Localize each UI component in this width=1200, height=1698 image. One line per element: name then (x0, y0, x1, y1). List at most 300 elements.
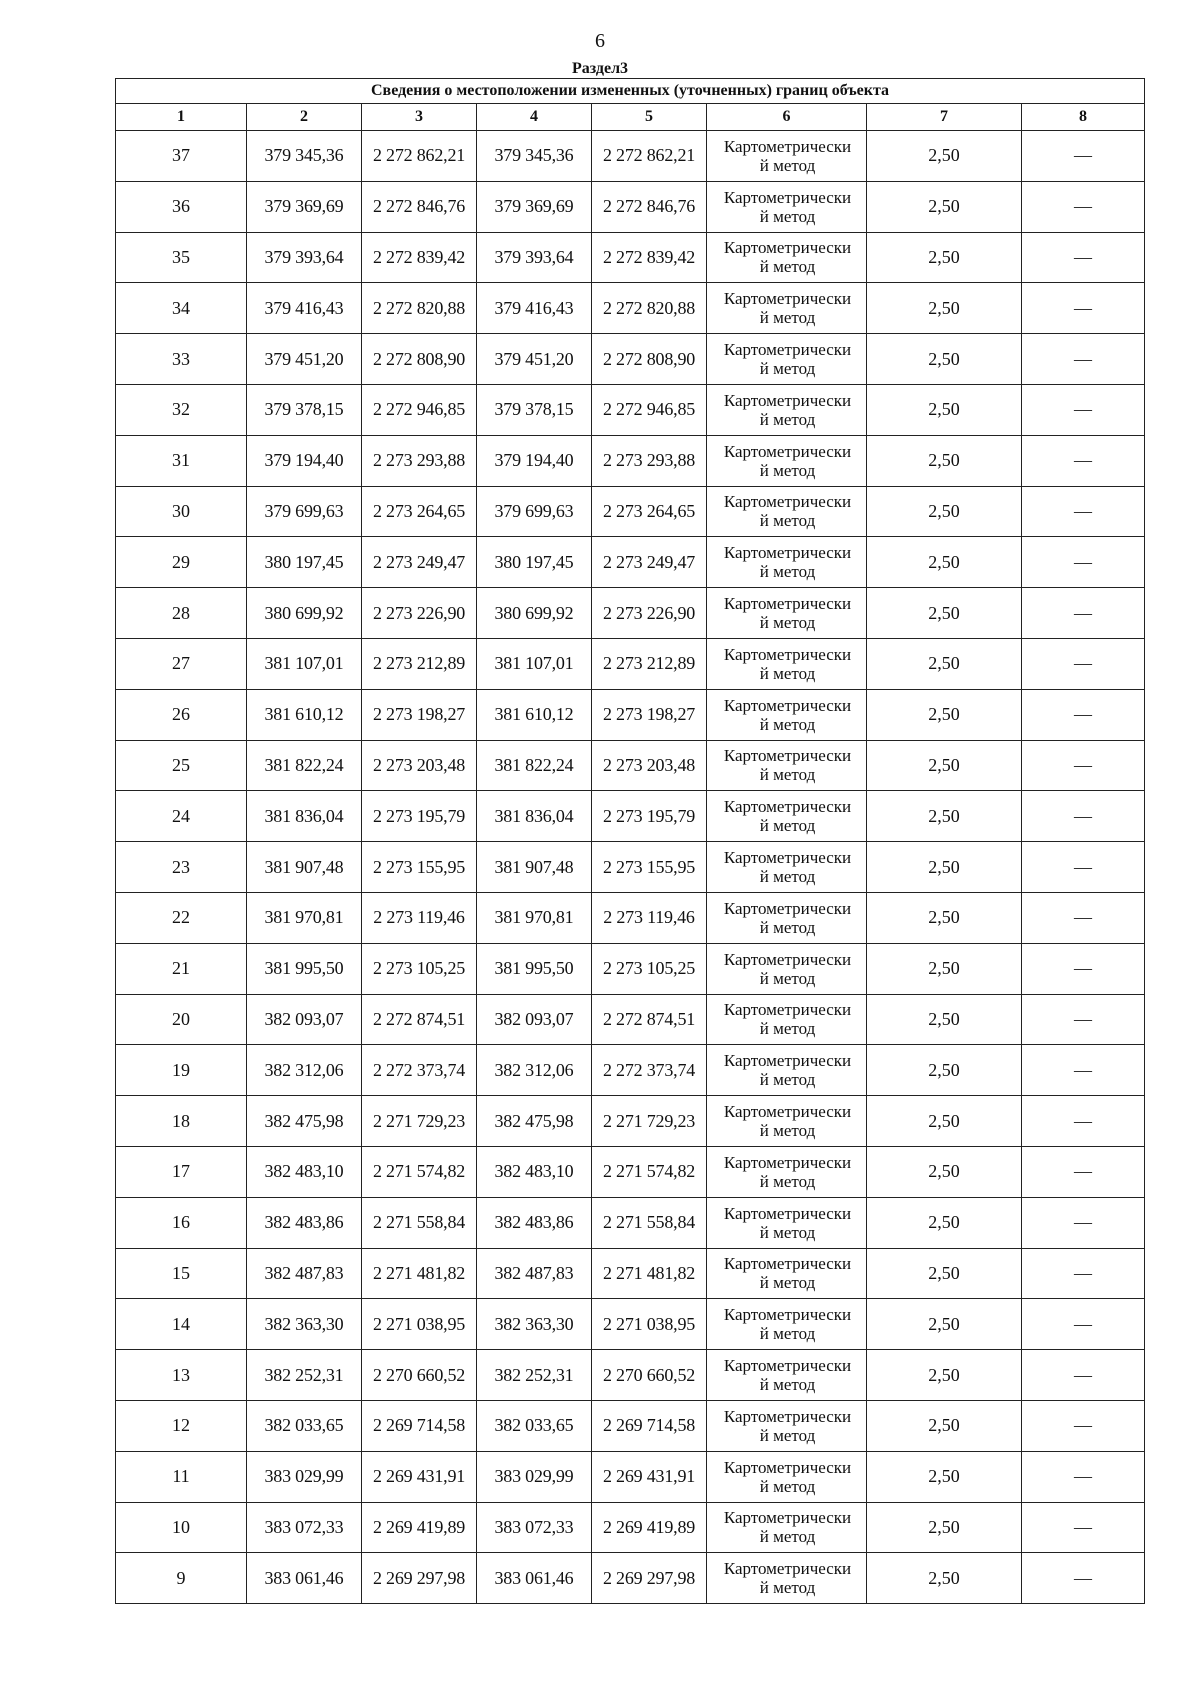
method-text-line: Картометрически (723, 594, 852, 614)
y-coordinate-cell: 2 273 105,25 (362, 943, 477, 994)
method-text-line: й метод (759, 155, 816, 175)
method-text-line: й метод (759, 1578, 816, 1598)
x-coordinate-cell: 383 029,99 (477, 1451, 592, 1502)
table-row (116, 334, 1145, 385)
point-number-cell: 31 (116, 435, 247, 486)
x-coordinate-cell: 381 610,12 (247, 689, 362, 740)
method-text-line: й метод (759, 359, 816, 379)
y-coordinate-cell: 2 271 481,82 (592, 1248, 707, 1299)
y-coordinate-cell: 2 271 729,23 (362, 1096, 477, 1147)
method-text-line: Картометрически (723, 136, 852, 156)
method-cell (707, 1350, 867, 1401)
y-coordinate-cell: 2 273 203,48 (362, 740, 477, 791)
accuracy-cell: 2,50 (867, 232, 1022, 283)
x-coordinate-cell: 379 451,20 (247, 334, 362, 385)
method-cell (707, 1096, 867, 1147)
table-row (116, 842, 1145, 893)
y-coordinate-cell: 2 272 839,42 (592, 232, 707, 283)
x-coordinate-cell: 383 061,46 (477, 1553, 592, 1604)
y-coordinate-cell: 2 270 660,52 (362, 1350, 477, 1401)
point-number-cell: 30 (116, 486, 247, 537)
method-text-line: й метод (759, 765, 816, 785)
method-text-line: Картометрически (723, 746, 852, 766)
x-coordinate-cell: 382 483,10 (247, 1146, 362, 1197)
table-row (116, 1197, 1145, 1248)
method-cell (707, 334, 867, 385)
method-cell (707, 283, 867, 334)
accuracy-cell: 2,50 (867, 842, 1022, 893)
table-row (116, 181, 1145, 232)
x-coordinate-cell: 382 093,07 (477, 994, 592, 1045)
accuracy-cell: 2,50 (867, 537, 1022, 588)
x-coordinate-cell: 382 483,86 (477, 1197, 592, 1248)
accuracy-cell: 2,50 (867, 1197, 1022, 1248)
method-text-line: й метод (759, 714, 816, 734)
accuracy-cell: 2,50 (867, 283, 1022, 334)
y-coordinate-cell: 2 273 155,95 (592, 842, 707, 893)
y-coordinate-cell: 2 273 203,48 (592, 740, 707, 791)
description-cell: — (1022, 842, 1145, 893)
method-text-line: й метод (759, 867, 816, 887)
table-row (116, 1502, 1145, 1553)
method-text-line: Картометрически (723, 1356, 852, 1376)
method-cell (707, 1502, 867, 1553)
method-text-line: й метод (759, 511, 816, 531)
accuracy-cell: 2,50 (867, 740, 1022, 791)
x-coordinate-cell: 381 610,12 (477, 689, 592, 740)
accuracy-cell: 2,50 (867, 994, 1022, 1045)
table-row (116, 537, 1145, 588)
x-coordinate-cell: 382 093,07 (247, 994, 362, 1045)
method-text-line: Картометрически (723, 340, 852, 360)
y-coordinate-cell: 2 273 293,88 (592, 435, 707, 486)
point-number-cell: 34 (116, 283, 247, 334)
table-row (116, 1045, 1145, 1096)
x-coordinate-cell: 379 369,69 (247, 181, 362, 232)
table-row (116, 689, 1145, 740)
description-cell: — (1022, 486, 1145, 537)
accuracy-cell: 2,50 (867, 943, 1022, 994)
x-coordinate-cell: 381 107,01 (247, 638, 362, 689)
y-coordinate-cell: 2 273 293,88 (362, 435, 477, 486)
x-coordinate-cell: 380 197,45 (477, 537, 592, 588)
method-text-line: Картометрически (723, 1254, 852, 1274)
table-row (116, 1350, 1145, 1401)
description-cell: — (1022, 1400, 1145, 1451)
method-text-line: й метод (759, 308, 816, 328)
description-cell: — (1022, 994, 1145, 1045)
description-cell: — (1022, 537, 1145, 588)
accuracy-cell: 2,50 (867, 334, 1022, 385)
y-coordinate-cell: 2 271 574,82 (362, 1146, 477, 1197)
x-coordinate-cell: 379 345,36 (247, 131, 362, 182)
method-text-line: Картометрически (723, 390, 852, 410)
y-coordinate-cell: 2 272 808,90 (362, 334, 477, 385)
description-cell: — (1022, 1045, 1145, 1096)
point-number-cell: 14 (116, 1299, 247, 1350)
description-cell: — (1022, 384, 1145, 435)
x-coordinate-cell: 379 393,64 (477, 232, 592, 283)
point-number-cell: 29 (116, 537, 247, 588)
point-number-cell: 23 (116, 842, 247, 893)
point-number-cell: 25 (116, 740, 247, 791)
method-cell (707, 131, 867, 182)
table-row (116, 588, 1145, 639)
x-coordinate-cell: 382 033,65 (247, 1400, 362, 1451)
y-coordinate-cell: 2 271 729,23 (592, 1096, 707, 1147)
table-row (116, 1400, 1145, 1451)
x-coordinate-cell: 379 416,43 (477, 283, 592, 334)
table-row (116, 384, 1145, 435)
point-number-cell: 27 (116, 638, 247, 689)
y-coordinate-cell: 2 272 846,76 (362, 181, 477, 232)
x-coordinate-cell: 381 907,48 (247, 842, 362, 893)
description-cell: — (1022, 1451, 1145, 1502)
method-text-line: Картометрически (723, 1203, 852, 1223)
table-caption: Сведения о местоположении измененных (уточненных) границ объекта (116, 79, 1145, 104)
point-number-cell: 21 (116, 943, 247, 994)
x-coordinate-cell: 382 363,30 (247, 1299, 362, 1350)
x-coordinate-cell: 381 995,50 (477, 943, 592, 994)
method-text-line: й метод (759, 1070, 816, 1090)
y-coordinate-cell: 2 271 038,95 (362, 1299, 477, 1350)
method-cell (707, 994, 867, 1045)
y-coordinate-cell: 2 272 874,51 (362, 994, 477, 1045)
y-coordinate-cell: 2 269 419,89 (592, 1502, 707, 1553)
y-coordinate-cell: 2 271 481,82 (362, 1248, 477, 1299)
accuracy-cell: 2,50 (867, 1553, 1022, 1604)
description-cell: — (1022, 1248, 1145, 1299)
y-coordinate-cell: 2 272 862,21 (362, 131, 477, 182)
x-coordinate-cell: 383 029,99 (247, 1451, 362, 1502)
y-coordinate-cell: 2 273 195,79 (592, 791, 707, 842)
y-coordinate-cell: 2 272 846,76 (592, 181, 707, 232)
method-text-line: Картометрически (723, 492, 852, 512)
description-cell: — (1022, 892, 1145, 943)
accuracy-cell: 2,50 (867, 486, 1022, 537)
y-coordinate-cell: 2 273 119,46 (362, 892, 477, 943)
x-coordinate-cell: 382 312,06 (477, 1045, 592, 1096)
y-coordinate-cell: 2 271 038,95 (592, 1299, 707, 1350)
x-coordinate-cell: 381 970,81 (247, 892, 362, 943)
description-cell: — (1022, 588, 1145, 639)
y-coordinate-cell: 2 272 820,88 (362, 283, 477, 334)
point-number-cell: 11 (116, 1451, 247, 1502)
method-text-line: Картометрически (723, 1152, 852, 1172)
y-coordinate-cell: 2 273 212,89 (592, 638, 707, 689)
y-coordinate-cell: 2 273 264,65 (592, 486, 707, 537)
table-row (116, 1248, 1145, 1299)
method-text-line: Картометрически (723, 238, 852, 258)
y-coordinate-cell: 2 273 226,90 (362, 588, 477, 639)
description-cell: — (1022, 232, 1145, 283)
y-coordinate-cell: 2 271 558,84 (362, 1197, 477, 1248)
x-coordinate-cell: 382 033,65 (477, 1400, 592, 1451)
x-coordinate-cell: 382 363,30 (477, 1299, 592, 1350)
accuracy-cell: 2,50 (867, 435, 1022, 486)
table-row (116, 232, 1145, 283)
point-number-cell: 13 (116, 1350, 247, 1401)
method-cell (707, 791, 867, 842)
accuracy-cell: 2,50 (867, 588, 1022, 639)
point-number-cell: 24 (116, 791, 247, 842)
x-coordinate-cell: 379 416,43 (247, 283, 362, 334)
x-coordinate-cell: 380 699,92 (247, 588, 362, 639)
accuracy-cell: 2,50 (867, 791, 1022, 842)
column-header: 4 (477, 104, 592, 131)
accuracy-cell: 2,50 (867, 1400, 1022, 1451)
method-text-line: Картометрически (723, 1102, 852, 1122)
x-coordinate-cell: 383 072,33 (247, 1502, 362, 1553)
method-text-line: Картометрически (723, 1305, 852, 1325)
y-coordinate-cell: 2 269 714,58 (592, 1400, 707, 1451)
x-coordinate-cell: 381 822,24 (247, 740, 362, 791)
table-row (116, 740, 1145, 791)
method-text-line: Картометрически (723, 1000, 852, 1020)
x-coordinate-cell: 381 107,01 (477, 638, 592, 689)
method-text-line: й метод (759, 1476, 816, 1496)
accuracy-cell: 2,50 (867, 689, 1022, 740)
method-text-line: Картометрически (723, 441, 852, 461)
y-coordinate-cell: 2 272 839,42 (362, 232, 477, 283)
column-header: 3 (362, 104, 477, 131)
x-coordinate-cell: 379 194,40 (247, 435, 362, 486)
point-number-cell: 15 (116, 1248, 247, 1299)
x-coordinate-cell: 381 907,48 (477, 842, 592, 893)
page-number: 6 (595, 30, 605, 52)
y-coordinate-cell: 2 271 558,84 (592, 1197, 707, 1248)
y-coordinate-cell: 2 273 249,47 (362, 537, 477, 588)
method-text-line: й метод (759, 613, 816, 633)
table-body (116, 131, 1145, 1604)
method-text-line: Картометрически (723, 949, 852, 969)
column-header: 7 (867, 104, 1022, 131)
x-coordinate-cell: 382 252,31 (247, 1350, 362, 1401)
x-coordinate-cell: 380 699,92 (477, 588, 592, 639)
x-coordinate-cell: 382 483,86 (247, 1197, 362, 1248)
method-text-line: й метод (759, 562, 816, 582)
method-cell (707, 842, 867, 893)
method-text-line: Картометрически (723, 1406, 852, 1426)
x-coordinate-cell: 379 699,63 (247, 486, 362, 537)
accuracy-cell: 2,50 (867, 1350, 1022, 1401)
y-coordinate-cell: 2 273 226,90 (592, 588, 707, 639)
x-coordinate-cell: 381 822,24 (477, 740, 592, 791)
x-coordinate-cell: 379 699,63 (477, 486, 592, 537)
method-text-line: й метод (759, 257, 816, 277)
point-number-cell: 10 (116, 1502, 247, 1553)
accuracy-cell: 2,50 (867, 384, 1022, 435)
x-coordinate-cell: 382 475,98 (247, 1096, 362, 1147)
method-cell (707, 181, 867, 232)
method-cell (707, 1400, 867, 1451)
x-coordinate-cell: 382 483,10 (477, 1146, 592, 1197)
column-header: 2 (247, 104, 362, 131)
column-header: 1 (116, 104, 247, 131)
point-number-cell: 17 (116, 1146, 247, 1197)
accuracy-cell: 2,50 (867, 1451, 1022, 1502)
y-coordinate-cell: 2 272 373,74 (362, 1045, 477, 1096)
method-cell (707, 1045, 867, 1096)
method-text-line: й метод (759, 968, 816, 988)
method-text-line: й метод (759, 663, 816, 683)
description-cell: — (1022, 435, 1145, 486)
x-coordinate-cell: 379 378,15 (477, 384, 592, 435)
x-coordinate-cell: 379 378,15 (247, 384, 362, 435)
description-cell: — (1022, 1350, 1145, 1401)
description-cell: — (1022, 131, 1145, 182)
x-coordinate-cell: 381 970,81 (477, 892, 592, 943)
point-number-cell: 22 (116, 892, 247, 943)
point-number-cell: 36 (116, 181, 247, 232)
point-number-cell: 35 (116, 232, 247, 283)
method-text-line: й метод (759, 1019, 816, 1039)
table-row (116, 435, 1145, 486)
table-row (116, 892, 1145, 943)
table-row (116, 486, 1145, 537)
accuracy-cell: 2,50 (867, 1248, 1022, 1299)
method-text-line: Картометрически (723, 1051, 852, 1071)
method-cell (707, 1146, 867, 1197)
section-title: Раздел3 (571, 60, 629, 77)
method-text-line: й метод (759, 1222, 816, 1242)
table-row (116, 1146, 1145, 1197)
y-coordinate-cell: 2 272 862,21 (592, 131, 707, 182)
table-row (116, 1299, 1145, 1350)
method-text-line: й метод (759, 1171, 816, 1191)
method-text-line: Картометрически (723, 1457, 852, 1477)
boundary-table (115, 78, 1145, 1604)
method-cell (707, 1299, 867, 1350)
y-coordinate-cell: 2 273 264,65 (362, 486, 477, 537)
accuracy-cell: 2,50 (867, 892, 1022, 943)
method-text-line: й метод (759, 816, 816, 836)
table-row (116, 1553, 1145, 1604)
method-text-line: Картометрически (723, 848, 852, 868)
x-coordinate-cell: 379 451,20 (477, 334, 592, 385)
description-cell: — (1022, 740, 1145, 791)
x-coordinate-cell: 382 312,06 (247, 1045, 362, 1096)
method-cell (707, 1197, 867, 1248)
y-coordinate-cell: 2 269 419,89 (362, 1502, 477, 1553)
y-coordinate-cell: 2 272 874,51 (592, 994, 707, 1045)
point-number-cell: 16 (116, 1197, 247, 1248)
method-text-line: й метод (759, 917, 816, 937)
table-row (116, 1096, 1145, 1147)
table-row (116, 131, 1145, 182)
column-header: 5 (592, 104, 707, 131)
method-cell (707, 588, 867, 639)
description-cell: — (1022, 638, 1145, 689)
x-coordinate-cell: 382 487,83 (247, 1248, 362, 1299)
x-coordinate-cell: 383 061,46 (247, 1553, 362, 1604)
point-number-cell: 28 (116, 588, 247, 639)
table-header-row (116, 104, 1145, 131)
method-cell (707, 232, 867, 283)
y-coordinate-cell: 2 273 198,27 (362, 689, 477, 740)
method-cell (707, 689, 867, 740)
column-header: 8 (1022, 104, 1145, 131)
y-coordinate-cell: 2 270 660,52 (592, 1350, 707, 1401)
method-text-line: й метод (759, 460, 816, 480)
point-number-cell: 18 (116, 1096, 247, 1147)
point-number-cell: 9 (116, 1553, 247, 1604)
description-cell: — (1022, 1096, 1145, 1147)
description-cell: — (1022, 283, 1145, 334)
y-coordinate-cell: 2 272 808,90 (592, 334, 707, 385)
method-text-line: й метод (759, 206, 816, 226)
accuracy-cell: 2,50 (867, 1096, 1022, 1147)
y-coordinate-cell: 2 273 105,25 (592, 943, 707, 994)
description-cell: — (1022, 943, 1145, 994)
description-cell: — (1022, 791, 1145, 842)
x-coordinate-cell: 382 252,31 (477, 1350, 592, 1401)
x-coordinate-cell: 381 836,04 (477, 791, 592, 842)
method-text-line: й метод (759, 409, 816, 429)
y-coordinate-cell: 2 272 946,85 (362, 384, 477, 435)
method-text-line: Картометрически (723, 695, 852, 715)
accuracy-cell: 2,50 (867, 131, 1022, 182)
method-cell (707, 1451, 867, 1502)
method-text-line: й метод (759, 1425, 816, 1445)
point-number-cell: 37 (116, 131, 247, 182)
y-coordinate-cell: 2 269 431,91 (362, 1451, 477, 1502)
method-text-line: Картометрически (723, 1559, 852, 1579)
x-coordinate-cell: 383 072,33 (477, 1502, 592, 1553)
description-cell: — (1022, 1299, 1145, 1350)
y-coordinate-cell: 2 273 195,79 (362, 791, 477, 842)
accuracy-cell: 2,50 (867, 181, 1022, 232)
method-text-line: Картометрически (723, 543, 852, 563)
method-text-line: й метод (759, 1121, 816, 1141)
x-coordinate-cell: 379 194,40 (477, 435, 592, 486)
method-cell (707, 384, 867, 435)
y-coordinate-cell: 2 269 297,98 (592, 1553, 707, 1604)
description-cell: — (1022, 181, 1145, 232)
y-coordinate-cell: 2 269 714,58 (362, 1400, 477, 1451)
method-cell (707, 1553, 867, 1604)
table-row (116, 638, 1145, 689)
description-cell: — (1022, 1197, 1145, 1248)
accuracy-cell: 2,50 (867, 1299, 1022, 1350)
method-text-line: й метод (759, 1324, 816, 1344)
accuracy-cell: 2,50 (867, 1502, 1022, 1553)
y-coordinate-cell: 2 271 574,82 (592, 1146, 707, 1197)
table-row (116, 283, 1145, 334)
x-coordinate-cell: 380 197,45 (247, 537, 362, 588)
column-header: 6 (707, 104, 867, 131)
method-cell (707, 435, 867, 486)
x-coordinate-cell: 382 475,98 (477, 1096, 592, 1147)
method-text-line: й метод (759, 1527, 816, 1547)
accuracy-cell: 2,50 (867, 1146, 1022, 1197)
point-number-cell: 32 (116, 384, 247, 435)
y-coordinate-cell: 2 273 249,47 (592, 537, 707, 588)
table-row (116, 1451, 1145, 1502)
y-coordinate-cell: 2 273 212,89 (362, 638, 477, 689)
method-cell (707, 638, 867, 689)
method-cell (707, 537, 867, 588)
method-cell (707, 486, 867, 537)
x-coordinate-cell: 379 393,64 (247, 232, 362, 283)
point-number-cell: 19 (116, 1045, 247, 1096)
point-number-cell: 33 (116, 334, 247, 385)
method-cell (707, 892, 867, 943)
description-cell: — (1022, 1146, 1145, 1197)
description-cell: — (1022, 1502, 1145, 1553)
y-coordinate-cell: 2 269 431,91 (592, 1451, 707, 1502)
method-text-line: Картометрически (723, 289, 852, 309)
